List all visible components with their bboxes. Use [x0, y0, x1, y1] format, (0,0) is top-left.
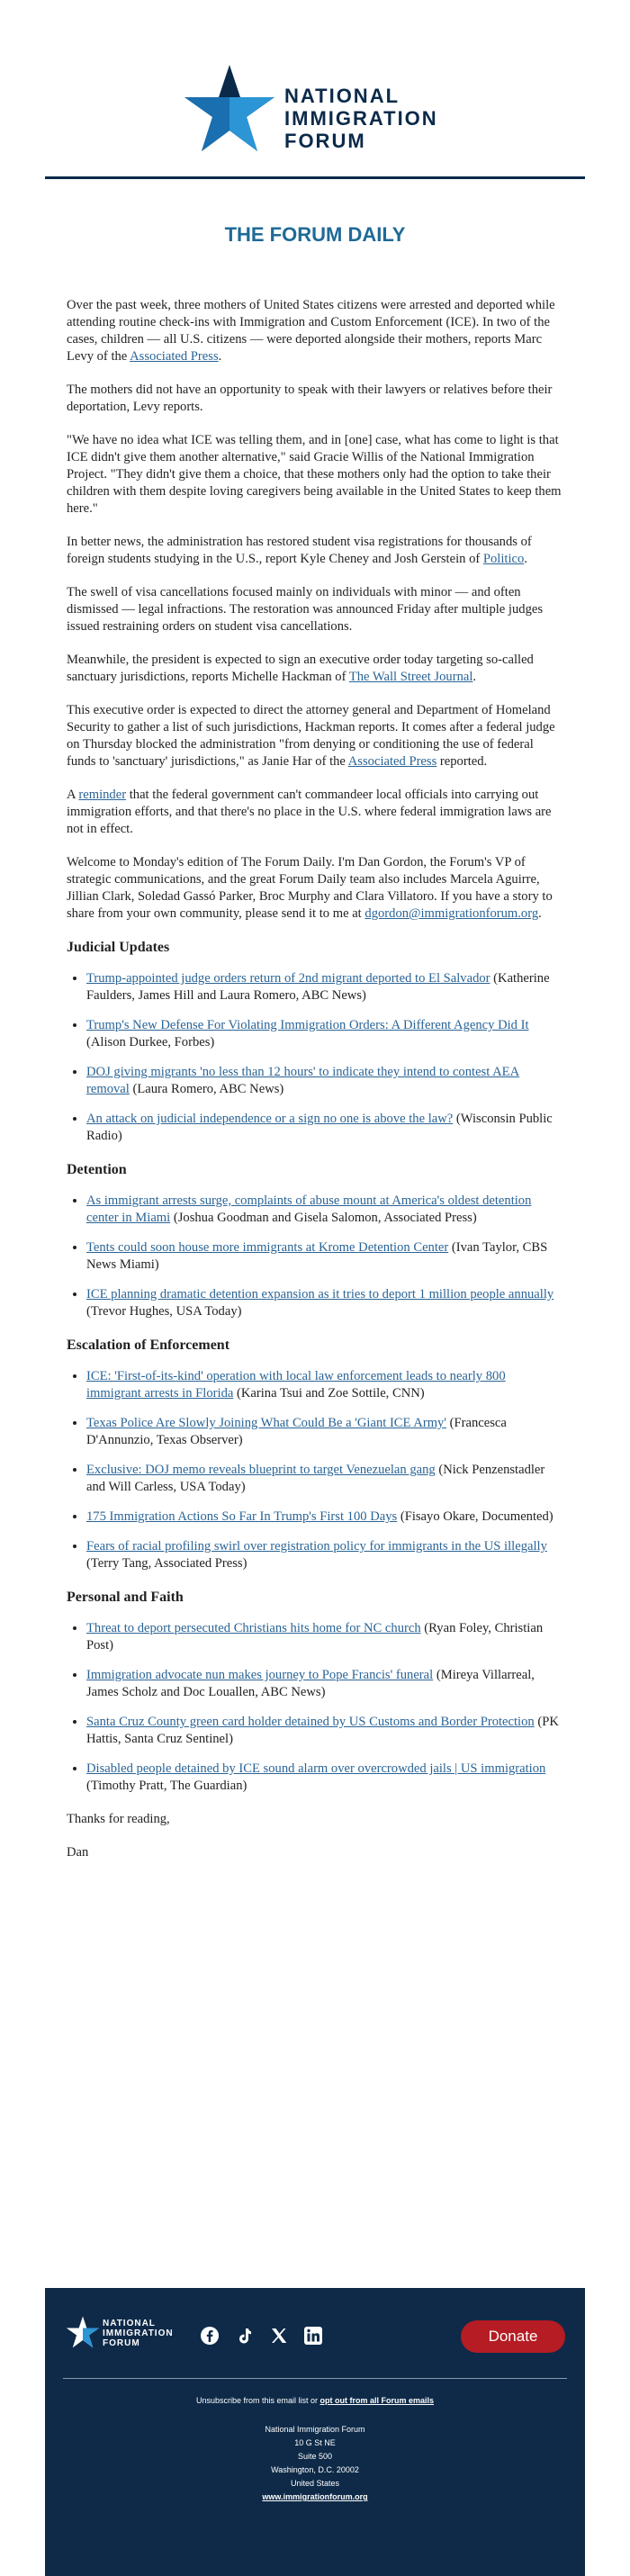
logo-line-1: NATIONAL [284, 85, 400, 107]
link-associated-press-2[interactable]: Associated Press [347, 754, 437, 769]
intro-paragraph-4: In better news, the administration has restored student visa registrations for thousands of foreign students studying in the U.S., report Kyle Cheney and Josh Gerstein of Politico. [67, 535, 532, 566]
closing-signature: Dan [67, 1845, 89, 1860]
section-heading: Personal and Faith [67, 1590, 184, 1605]
intro-paragraph-8: A reminder that the federal government can't commandeer local officials into carrying out immigration efforts, and that there's no place in the U.S. where federal immigration laws are not in effect. [67, 788, 552, 836]
news-link[interactable]: Texas Police Are Slowly Joining What Could Be a 'Giant ICE Army' [86, 1416, 446, 1430]
list-item: • Trump-appointed judge orders return of 2nd migrant deported to El Salvador (Katherine Faulders, James Hill and Laura Romero, ABC News) [86, 970, 563, 1004]
news-link[interactable]: 175 Immigration Actions So Far In Trump's First 100 Days [86, 1509, 398, 1524]
link-reminder[interactable]: reminder [78, 788, 127, 802]
news-link[interactable]: ICE: 'First-of-its-kind' operation with local law enforcement leads to nearly 800 immigrant arrests in Florida [86, 1369, 506, 1401]
footer [45, 2288, 585, 2576]
list-item: • 175 Immigration Actions So Far In Trump's First 100 Days (Fisayo Okare, Documented) [86, 1509, 563, 1526]
news-link[interactable]: Tents could soon house more immigrants at Krome Detention Center [86, 1240, 449, 1255]
list-item: • Santa Cruz County green card holder detained by US Customs and Border Protection (PK Hattis, Santa Cruz Sentinel) [86, 1714, 563, 1748]
linkedin-icon[interactable] [303, 2326, 323, 2346]
news-link[interactable]: An attack on judicial independence or a sign no one is above the law? [86, 1112, 454, 1126]
list-item: • Trump's New Defense For Violating Immigration Orders: A Different Agency Did It (Alison Durkee, Forbes) [86, 1017, 563, 1051]
donate-button[interactable]: Donate [461, 2320, 565, 2353]
news-link[interactable]: Trump's New Defense For Violating Immigration Orders: A Different Agency Did It [86, 1018, 529, 1032]
intro-paragraph-3: "We have no idea what ICE was telling them, and in [one] case, what has come to light is that ICE didn't give them another alternative," said Gracie Willis of the National Immigration Project. "They didn't give them a choice, that these mothers only had the option to take their children with them despite loving caregivers being available in the United States to keep them here." [67, 433, 562, 516]
website-link[interactable]: www.immigrationforum.org [262, 2492, 368, 2501]
link-wall-street-journal[interactable]: The Wall Street Journal [348, 670, 473, 684]
section-heading: Judicial Updates [67, 940, 170, 955]
intro-paragraph-1: Over the past week, three mothers of United States citizens were arrested and deported while attending routine check-ins with Immigration and Custom Enforcement (ICE). In two of the cases, children — all U.S. citizens — were deported alongside their mothers, reports Marc Levy of the Associated Press. [67, 298, 555, 364]
list-item: • Texas Police Are Slowly Joining What Could Be a 'Giant ICE Army' (Francesca D'Annunzio, Texas Observer) [86, 1415, 563, 1449]
header-divider [45, 176, 585, 179]
opt-out-link[interactable]: opt out from all Forum emails [320, 2396, 435, 2405]
footer-logo-wordmark: NATIONAL IMMIGRATION FORUM [103, 2319, 174, 2348]
list-item: • Exclusive: DOJ memo reveals blueprint to target Venezuelan gang (Nick Penzenstadler and Will Carless, USA Today) [86, 1462, 563, 1496]
list-item: • An attack on judicial independence or a sign no one is above the law? (Wisconsin Public Radio) [86, 1111, 563, 1145]
email-link[interactable]: dgordon@immigrationforum.org [364, 906, 539, 921]
news-link[interactable]: Trump-appointed judge orders return of 2nd migrant deported to El Salvador [86, 971, 490, 986]
address-line: United States [290, 2479, 340, 2488]
news-list [67, 1193, 563, 1320]
list-item: • DOJ giving migrants 'no less than 12 hours' to indicate they intend to contest AEA removal (Laura Romero, ABC News) [86, 1064, 563, 1098]
link-politico[interactable]: Politico [482, 552, 525, 566]
footer-logo[interactable] [65, 2315, 173, 2355]
newsletter-title: THE FORUM DAILY [224, 223, 406, 246]
unsubscribe-line: Unsubscribe from this email list or opt out from all Forum emails [195, 2396, 435, 2405]
list-item: • Disabled people detained by ICE sound alarm over overcrowded jails | US immigration (Timothy Pratt, The Guardian) [86, 1761, 563, 1795]
news-link[interactable]: Exclusive: DOJ memo reveals blueprint to target Venezuelan gang [86, 1463, 436, 1477]
logo-wordmark [284, 85, 438, 152]
news-link[interactable]: ICE planning dramatic detention expansion as it tries to deport 1 million people annually [86, 1287, 554, 1302]
logo-line-3: FORUM [284, 130, 366, 152]
forum-logo[interactable] [180, 61, 450, 178]
closing-thanks: Thanks for reading, [67, 1812, 170, 1826]
link-associated-press[interactable]: Associated Press [130, 349, 219, 364]
list-item: • ICE: 'First-of-its-kind' operation with local law enforcement leads to nearly 800 immigrant arrests in Florida (Karina Tsui and Zoe Sottile, CNN) [86, 1368, 563, 1402]
news-link[interactable]: Fears of racial profiling swirl over registration policy for immigrants in the US illegally [86, 1539, 547, 1554]
social-links [200, 2326, 334, 2346]
newsletter-body [67, 297, 563, 1878]
news-link[interactable]: As immigrant arrests surge, complaints of abuse mount at America's oldest detention center in Miami [86, 1193, 532, 1225]
logo-line-2: IMMIGRATION [284, 107, 438, 130]
header [0, 0, 630, 180]
section-heading: Escalation of Enforcement [67, 1338, 230, 1353]
list-item: • Tents could soon house more immigrants at Krome Detention Center (Ivan Taylor, CBS News Miami) [86, 1239, 563, 1274]
news-link[interactable]: Santa Cruz County green card holder detained by US Customs and Border Protection [86, 1715, 535, 1729]
list-item: • Threat to deport persecuted Christians hits home for NC church (Ryan Foley, Christian Post) [86, 1620, 563, 1654]
section-heading: Detention [67, 1162, 127, 1177]
star-logo-icon [180, 61, 279, 160]
news-link[interactable]: Disabled people detained by ICE sound alarm over overcrowded jails | US immigration [86, 1761, 546, 1776]
list-item: • ICE planning dramatic detention expansion as it tries to deport 1 million people annually (Trevor Hughes, USA Today) [86, 1286, 563, 1320]
intro-paragraph-5: The swell of visa cancellations focused mainly on individuals with minor — and often dismissed — legal infractions. The restoration was announced Friday after multiple judges issued restraining orders on student visa cancellations. [67, 585, 544, 634]
intro-paragraph-6: Meanwhile, the president is expected to sign an executive order today targeting so-called sanctuary jurisdictions, reports Michelle Hackman of The Wall Street Journal. [67, 653, 534, 684]
address-line: Washington, D.C. 20002 [271, 2465, 359, 2474]
list-item: • Immigration advocate nun makes journey to Pope Francis' funeral (Mireya Villarreal, James Scholz and Doc Louallen, ABC News) [86, 1667, 563, 1701]
mailing-address [45, 2423, 585, 2504]
news-list [67, 1620, 563, 1795]
news-link[interactable]: DOJ giving migrants 'no less than 12 hours' to indicate they intend to contest AEA removal [86, 1065, 520, 1096]
news-list [67, 970, 563, 1145]
intro-paragraph-7: This executive order is expected to direct the attorney general and Department of Homeland Security to gather a list of such jurisdictions, Hackman reports. It comes after a federal judge on Thursday blocked the administration "from denying or conditioning the use of federal funds to 'sanctuary' jurisdictions," as Janie Har of the Associated Press reported. [67, 703, 555, 769]
intro-paragraph-9: Welcome to Monday's edition of The Forum Daily. I'm Dan Gordon, the Forum's VP of strategic communications, and the great Forum Daily team also includes Marcela Aguirre, Jillian Clark, Soledad Gassó Parker, Broc Murphy and Clara Villatoro. If you have a story to share from your own community, please send it to me at dgordon@immigrationforum.org. [67, 855, 553, 921]
list-item: • As immigrant arrests surge, complaints of abuse mount at America's oldest detention center in Miami (Joshua Goodman and Gisela Salomon, Associated Press) [86, 1193, 563, 1227]
tiktok-icon[interactable] [234, 2326, 254, 2346]
news-link[interactable]: Immigration advocate nun makes journey to Pope Francis' funeral [86, 1668, 434, 1682]
star-logo-icon [65, 2315, 101, 2351]
news-list [67, 1368, 563, 1572]
intro-paragraph-2: The mothers did not have an opportunity to speak with their lawyers or relatives before their deportation, Levy reports. [67, 383, 553, 414]
address-line: Suite 500 [297, 2452, 333, 2461]
footer-divider [63, 2378, 567, 2379]
facebook-icon[interactable] [200, 2326, 220, 2346]
list-item: • Fears of racial profiling swirl over registration policy for immigrants in the US illegally (Terry Tang, Associated Press) [86, 1538, 563, 1572]
news-link[interactable]: Threat to deport persecuted Christians hits home for NC church [86, 1621, 421, 1635]
address-line: National Immigration Forum [265, 2425, 365, 2434]
address-line: 10 G St NE [294, 2438, 336, 2447]
x-twitter-icon[interactable] [269, 2326, 289, 2346]
